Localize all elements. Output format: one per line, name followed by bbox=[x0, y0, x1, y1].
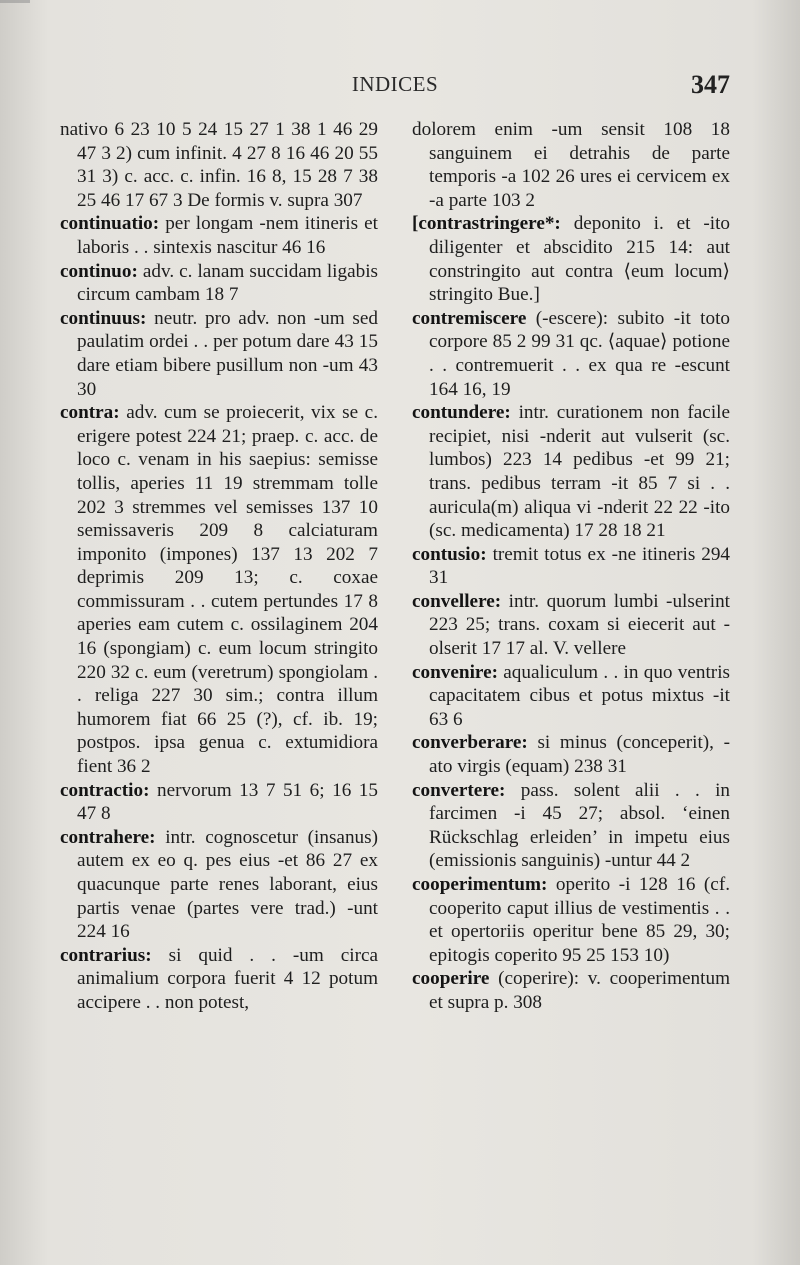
index-entry bbox=[412, 118, 730, 212]
left-column bbox=[60, 118, 378, 1015]
entry-headword: [contrastringere*: bbox=[412, 213, 561, 235]
index-entry bbox=[60, 118, 378, 212]
entry-headword: convenire: bbox=[412, 661, 498, 683]
entry-text: nativo 6 23 10 5 24 15 27 1 38 1 46 29 47 3 2) cum infinit. 4 27 8 16 46 20 55 31 3) c. acc. c. infin. 16 8, 15 28 7 38 25 46 17 67 3 De formis v. supra 307 bbox=[60, 119, 378, 211]
index-entry bbox=[412, 873, 730, 967]
entry-text: deponito i. et -ito diligenter et abscidito 215 14: aut constringito aut contra ⟨eum locum⟩ stringito Bue.] bbox=[429, 213, 730, 306]
entry-text: dolorem enim -um sensit 108 18 sanguinem ei detrahis de parte temporis -a 102 26 ures ei cervicem ex -a parte 103 2 bbox=[412, 119, 730, 211]
entry-headword: contrahere: bbox=[60, 826, 156, 848]
entry-text: per longam -nem itineris et laboris . . sintexis nascitur 46 16 bbox=[77, 213, 378, 258]
entry-text: neutr. pro adv. non -um sed paulatim ordei . . per potum dare 43 15 dare etiam bibere pusillum non -um 43 30 bbox=[77, 307, 379, 400]
entry-text: (-escere): subito -it toto corpore 85 2 99 31 qc. ⟨aquae⟩ potione . . contremuerit . . ex qua re -escunt 164 16, 19 bbox=[429, 307, 731, 400]
entry-text: pass. solent alii . . in farcimen -i 45 27; absol. ‘einen Rückschlag erleiden’ in impetu eius (emissionis sanguinis) -untur 44 2 bbox=[429, 779, 731, 872]
entry-headword: convellere: bbox=[412, 590, 502, 612]
index-entry bbox=[412, 590, 730, 661]
index-entry bbox=[412, 967, 730, 1014]
index-entry bbox=[412, 401, 730, 543]
entry-headword: contractio: bbox=[60, 779, 150, 801]
index-entry bbox=[412, 543, 730, 590]
scan-edge-mark bbox=[0, 0, 30, 3]
entry-headword: cooperire bbox=[412, 968, 490, 990]
index-entry bbox=[60, 260, 378, 307]
entry-text: aqualiculum . . in quo ventris capacitatem cibus et potus mixtus -it 63 6 bbox=[429, 661, 730, 730]
entry-headword: cooperimentum: bbox=[412, 874, 548, 895]
entry-headword: contrarius: bbox=[60, 944, 152, 966]
entry-headword: continuatio: bbox=[60, 213, 160, 235]
entry-headword: contundere: bbox=[412, 402, 511, 424]
index-entry bbox=[60, 826, 378, 944]
index-columns bbox=[60, 118, 730, 1015]
index-entry bbox=[60, 401, 378, 779]
entry-headword: continuus: bbox=[60, 307, 147, 329]
page-header bbox=[60, 70, 730, 106]
entry-headword: contusio: bbox=[412, 543, 487, 565]
entry-text: tremit totus ex -ne itineris 294 31 bbox=[429, 543, 731, 589]
index-entry bbox=[60, 307, 378, 401]
index-entry bbox=[60, 212, 378, 259]
index-entry bbox=[412, 779, 730, 873]
entry-text: adv. cum se proiecerit, vix se c. erigere potest 224 21; praep. c. acc. de loco c. venam in his saepius: semisse tollis, aperies 11 19 stremmam tolle 202 3 stremmes vel semisses 137 10 semissaveris 209 8 calciaturam imponito (impones) 137 13 202 7 deprimis 209 13; c. coxae commissuram . . cutem pertundes 17 8 aperies eam cutem c. ossilaginem 204 16 (spongiam) c. eum locum stringito 220 32 c. eum (veretrum) spongiolam . . religa 227 30 sim.; contra illum humorem fiat 66 25 (?), cf. ib. 19; postpos. ipsa genua c. extumidiora fient 36 2 bbox=[77, 402, 378, 778]
entry-headword: convertere: bbox=[412, 779, 506, 801]
entry-text: si quid . . -um circa animalium corpora fuerit 4 12 potum accipere . . non potest, bbox=[77, 944, 379, 1013]
right-column bbox=[412, 118, 730, 1015]
entry-headword: contra: bbox=[60, 402, 120, 424]
index-entry bbox=[412, 307, 730, 401]
index-entry bbox=[60, 944, 378, 1015]
entry-text: si minus (conceperit), -ato virgis (equam) 238 31 bbox=[429, 732, 731, 778]
entry-text: (coperire): v. cooperimentum et supra p. 308 bbox=[429, 968, 730, 1013]
entry-headword: contremiscere bbox=[412, 307, 527, 329]
page-number: 347 bbox=[691, 70, 730, 99]
running-title: INDICES bbox=[351, 72, 439, 96]
index-entry bbox=[412, 661, 730, 732]
entry-headword: converberare: bbox=[412, 732, 528, 754]
entry-text: intr. cognoscetur (insanus) autem ex eo q. pes eius -et 86 27 ex quacunque parte renes laborant, eius partis venae (partes vere trad.) -unt 224 16 bbox=[77, 826, 378, 943]
entry-text: intr. curationem non facile recipiet, nisi -nderit aut vulserit (sc. lumbos) 223 14 pedibus -et 99 21; trans. pedibus terram -it 85 7 si . . auricula(m) aliqua vi -nderit 22 22 -ito (sc. medicamenta) 17 28 18 21 bbox=[429, 402, 731, 542]
entry-text: nervorum 13 7 51 6; 16 15 47 8 bbox=[77, 779, 378, 825]
index-entry bbox=[412, 731, 730, 778]
entry-text: operito -i 128 16 (cf. cooperito caput illius de vestimentis . . et opertoriis operitur bene 85 29, 30; epitogis coperito 95 25 153 10) bbox=[429, 874, 731, 966]
entry-text: intr. quorum lumbi -ulserint 223 25; trans. coxam si eiecerit aut -olserit 17 17 al. V. vellere bbox=[429, 590, 730, 660]
entry-text: adv. c. lanam succidam ligabis circum cambam 18 7 bbox=[77, 260, 379, 306]
index-entry bbox=[60, 779, 378, 826]
index-entry bbox=[412, 212, 730, 306]
entry-headword: continuo: bbox=[60, 260, 138, 282]
